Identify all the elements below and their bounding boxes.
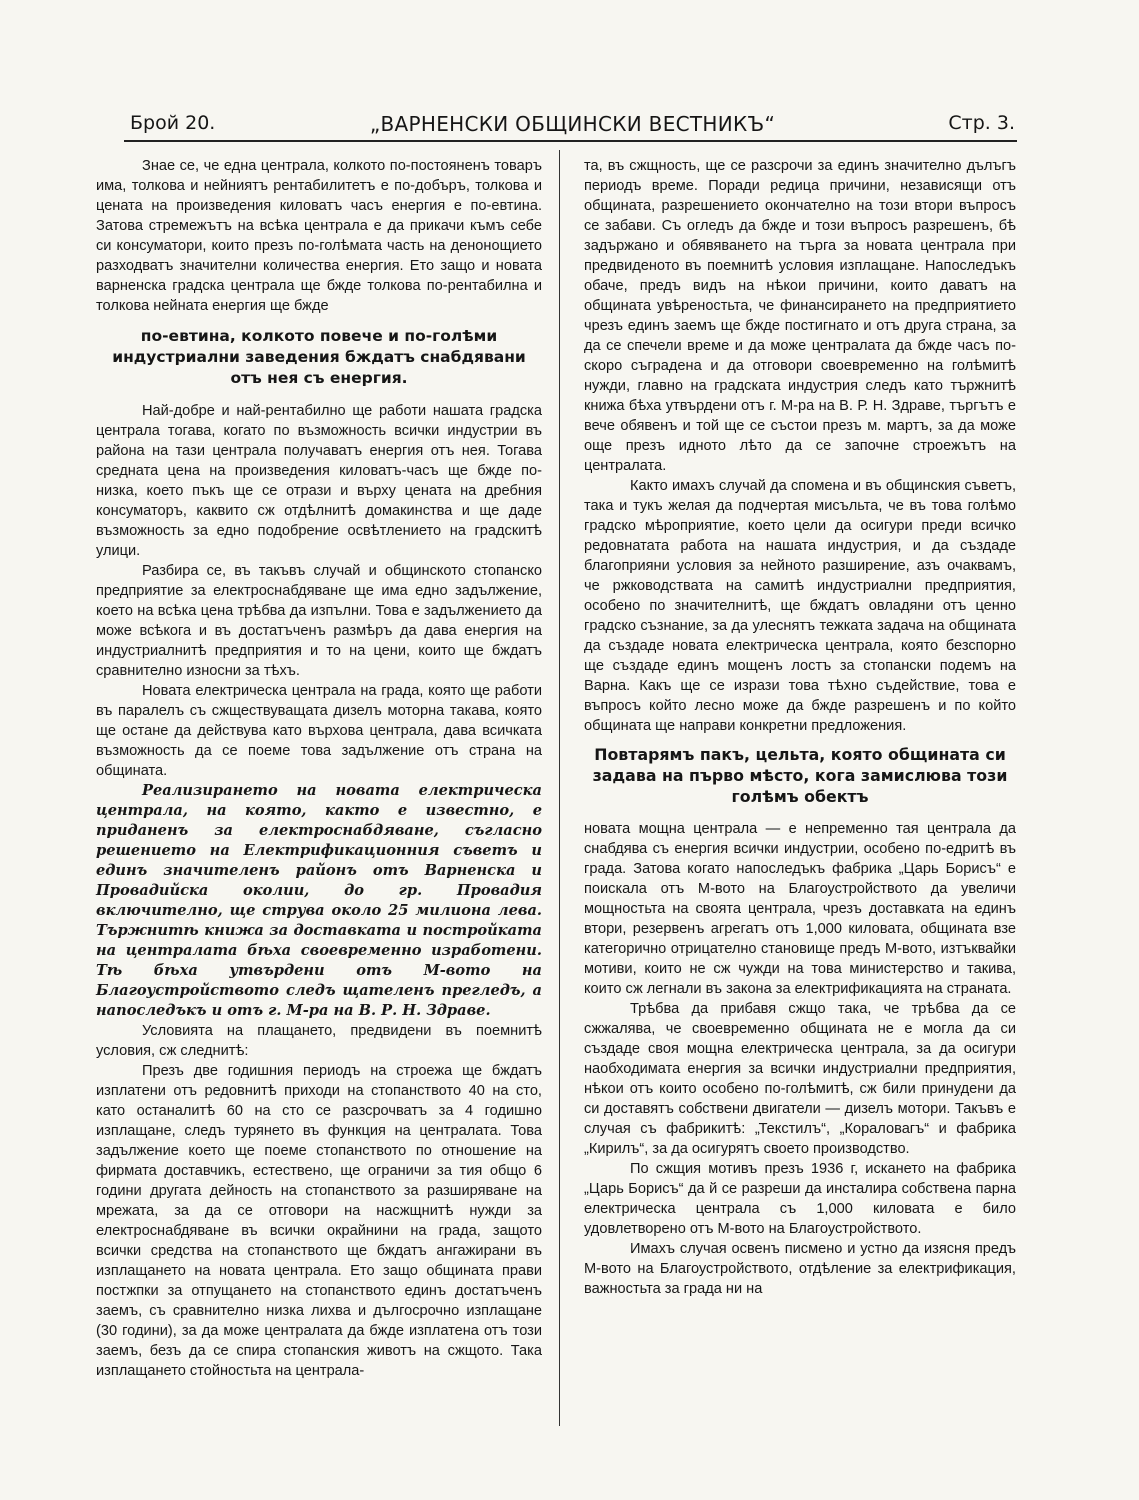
paragraph: Трѣбва да прибавя сжщо така, че трѣбва да се сжжалява, че своевременно общината не е могла да си създаде своя мощна електрическа централа, за да осигури наобходимата енергия за всички индустриални предприятия, нѣкои отъ които особено по-голѣмитѣ, сж били принудени да си доставятъ собствени двигатели — дизелъ мотори. Такъвъ е случая съ фабрикитѣ: „Текстилъ“, „Кораловагъ“ и фабрика „Кирилъ“, за да осигурятъ своето производство.: [584, 1001, 1016, 1157]
paragraph: Както имахъ случай да спомена и въ общинския съветъ, така и тукъ желая да подчертая мисъльта, че въ това голѣмо градско мѣроприятие, което цели да осигури преди всичко редовнатата работа на нашата индустрия, и да създаде благоприяни условия за нейното разширение, азъ очаквамъ, че ржководствата на самитѣ индустриални предприятия, особено по значителнитѣ, ще бждатъ овладяни отъ ценно градско съзнание, за да улеснятъ тежката задача на общината да създаде новата електрическа централа, която безспорно ще създаде единъ мощенъ лостъ за стопански подемъ на Варна. Какъ ще се изрази това тѣхно съдействие, това е въпросъ който лесно може да бжде разрешенъ и по който общината ще направи конкретни предложения.: [584, 478, 1016, 734]
right-column: [584, 156, 1016, 1299]
page-number: Стр. 3.: [948, 112, 1015, 134]
newspaper-title: „ВАРНЕНСКИ ОБЩИНСКИ ВЕСТНИКЪ“: [369, 112, 776, 136]
paragraph: Разбира се, въ такъвъ случай и общинското стопанско предприятие за електроснабдяване ще има едно задължение, което на всѣка цена трѣбва да изпълни. Това е задължението да може всѣкога и въ достатъченъ размѣръ да дава енергия на индустриалнитѣ предприятия и то на цени, които ще бждатъ сравнително износни за тѣхъ.: [96, 563, 542, 679]
paragraph: та, въ сжщность, ще се разсрочи за единъ значително дълъгъ периодъ време. Поради редица причини, независящи отъ общината, разрешението окончателно на този втори въпросъ се забави. Съ огледъ да бжде и този въпросъ разрешенъ, бѣ задържано и обявяването на търга за новата централа при предвиденото въ поемнитѣ условия изплащане. Напоследъкъ обаче, предъ видъ на нѣкои причини, които даватъ на общината увѣреностьта, че финансирането на предприятието чрезъ единъ заемъ ще бжде постигнато и отъ друга страна, за да се спечели време и да може централата да бжде часъ по-скоро съградена и да отговори своевременно на голѣмитѣ нужди, главно на градската индустрия следъ като тържнитѣ книжа бѣха утвърдени отъ г. М-ра на В. Р. Н. Здраве, търгътъ е вече обявенъ и той ще се състои презъ м. мартъ, за да може още презъ идното лѣто да се започне строежътъ на централата.: [584, 158, 1016, 474]
paragraph: Новата електрическа централа на града, която ще работи въ паралелъ съ сжществуващата дизелъ моторна такава, която ще остане да действува като върхова централа, дава всичката възможность да се поеме това задължение отъ страна на общината.: [96, 683, 542, 779]
header-rule: [124, 140, 1017, 142]
paragraph: Имахъ случая освенъ писмено и устно да изясня предъ М-вото на Благоустройството, отдѣление за електрификация, важностьта за града ни на: [584, 1241, 1016, 1297]
paragraph: Презъ две годишния периодъ на строежа ще бждатъ изплатени отъ редовнитѣ приходи на стопанството 40 на сто, като останалитѣ 60 на сто се разсрочватъ за 4 годишно изплащане, следъ турянето въ функция на централата. Това задължение което ще поеме стопанството по отношение на фирмата доставчикъ, естествено, ще ограничи за тия общо 6 години другата дейность на стопанството за разширяване на мрежата, за да се отговори на насжщнитѣ нужди за електроснабдяване въ всички окрайнини на града, защото всички средства на стопанството ще бждатъ ангажирани въ изплащането на новата централа. Ето защо общината прави постжпки за отпущането на стопанството единъ достатъченъ заемъ, съ сравнително низка лихва и дългосрочно изплащане (30 години), за да може централата да бжде изплатена отъ този заемъ, безъ да се спира стопанския животъ на сжщото. Така изплащането стойностьта на централа-: [96, 1063, 542, 1379]
left-column: [96, 156, 542, 1381]
paragraph: Условията на плащането, предвидени въ поемнитѣ условия, сж следнитѣ:: [96, 1023, 542, 1059]
issue-number: Брой 20.: [130, 112, 216, 134]
paragraph: новата мощна централа — е непременно тая централа да снабдява съ енергия всички индустрии, особено по-едритѣ въ града. Затова когато напоследъкъ фабрика „Царь Борисъ“ е поискала отъ М-вото на Благоустройството да увеличи мощностьта на своята централа, чрезъ доставката на единъ втори, резервенъ агрегатъ отъ 1,000 киловата, общината взе категорично отрицателно становище предъ М-вото, изтъквайки мотиви, които не сж чужди на това министерство и такива, които сж легнали въ закона за електрификацията на страната.: [584, 821, 1016, 997]
paragraph: Знае се, че една централа, колкото по-постояненъ товаръ има, толкова и нейниятъ рентабилитетъ е по-добъръ, толкова и цената на произведения киловатъ часъ енергия е по-евтина. Затова стремежътъ на всѣка централа е да прикачи къмъ себе си консуматори, които презъ по-голѣмата часть на денонощието разходватъ значителни количества енергия. Ето защо и новата варненска градска централа ще бжде толкова по-рентабилна и толкова нейната енергия ще бжде: [96, 158, 542, 314]
bold-callout: по-евтина, колкото повече и по-голѣми индустриални заведения бждатъ снабдявани отъ нея съ енергия.: [112, 327, 526, 387]
paragraph: По сжщия мотивъ презъ 1936 г, искането на фабрика „Царь Борисъ“ да й се разреши да инсталира собствена парна електрическа централа съ 1,000 киловата е било удовлетворено отъ М-вото на Благоустройството.: [584, 1161, 1016, 1237]
page-header: [130, 112, 1015, 138]
column-divider: [559, 150, 560, 1426]
section-heading: Повтарямъ пакъ, цельта, която общината си задава на първо мѣсто, кога замислюва този голѣмъ обектъ: [592, 745, 1008, 806]
paragraph: Най-добре и най-рентабилно ще работи нашата градска централа тогава, когато по възможность всички индустрии въ района на тази централа получаватъ енергия отъ нея. Тогава средната цена на произведения киловатъ-часъ ще бжде по-низка, което пъкъ ще се отрази и върху цената на дребния консуматоръ, каквито сж отдѣлнитѣ домакинства и ще даде възможность за едно подобрение освѣтлението на градскитѣ улици.: [96, 403, 542, 559]
italic-emphasis-paragraph: Реализирането на новата електрическа централа, на която, както е известно, е приданенъ за електроснабдяване, съгласно решението на Електрификационния съветъ и единъ значителенъ районъ отъ Варненска и Провадийска околии, до гр. Провадия включително, ще струва около 25 милиона лева. Тържнитѣ книжа за доставката и постройката на централата бѣха своевременно изработени. Тѣ бѣха утвърдени отъ М-вото на Благоустройството следъ щателенъ прегледъ, а напоследъкъ и отъ г. М-ра на В. Р. Н. Здраве.: [96, 782, 542, 1019]
